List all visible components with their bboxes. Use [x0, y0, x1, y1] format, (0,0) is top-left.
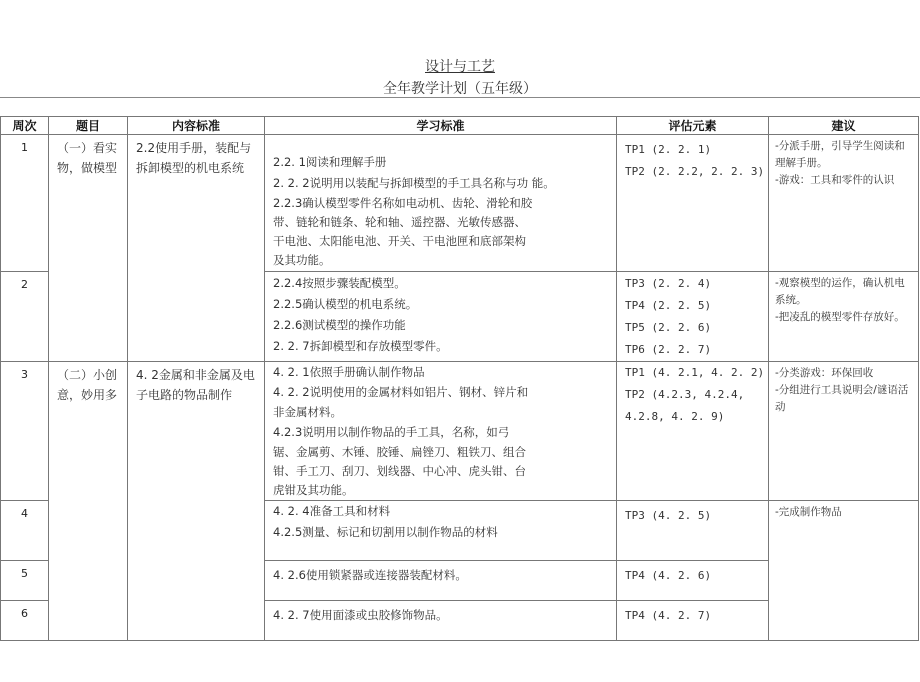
learning-line: 钳、手工刀、刮刀、划线器、中心冲、虎头钳、台	[273, 464, 526, 478]
evaluation-line: TP3 (4. 2. 5)	[625, 509, 712, 522]
week-cell: 2	[1, 272, 49, 362]
learning-standard-cell	[265, 601, 617, 641]
document-title: 设计与工艺	[425, 59, 495, 75]
advice-line: -完成制作物品	[775, 506, 842, 518]
evaluation-line: TP1 (4. 2.1, 4. 2. 2)	[625, 366, 765, 379]
evaluation-cell	[617, 362, 769, 501]
advice-line: -观察模型的运作，确认机电系统。	[775, 277, 905, 306]
advice-cell	[769, 362, 919, 501]
header-evaluation: 评估元素	[617, 117, 769, 135]
learning-line: 4. 2.6使用锁紧器或连接器装配材料。	[273, 568, 467, 582]
learning-line: 2.2.6测试模型的操作功能	[273, 318, 406, 332]
learning-line: 2.2.3确认模型零件名称如电动机、齿轮、滑轮和胶	[273, 196, 533, 210]
evaluation-cell	[617, 561, 769, 601]
learning-line: 4. 2. 2说明使用的金属材料如铝片、钢材、锌片和	[273, 385, 529, 399]
learning-line: 2.2. 1阅读和理解手册	[273, 155, 387, 169]
evaluation-line: TP2 (2. 2.2, 2. 2. 3)	[625, 165, 765, 178]
evaluation-cell	[617, 601, 769, 641]
learning-line: 虎钳及其功能。	[273, 483, 354, 497]
topic-cell: （二）小创意，妙用多	[49, 362, 128, 641]
header-week: 周次	[1, 117, 49, 135]
learning-line: 4. 2. 1依照手册确认制作物品	[273, 365, 425, 379]
evaluation-line: TP3 (2. 2. 4)	[625, 277, 712, 290]
evaluation-line: TP4 (2. 2. 5)	[625, 299, 712, 312]
learning-line: 2. 2. 2说明用以装配与拆卸模型的手工具名称与功 能。	[273, 176, 555, 190]
learning-line: 及其功能。	[273, 253, 331, 267]
learning-standard-cell	[265, 135, 617, 272]
teaching-plan-table	[0, 116, 919, 641]
header-content-standard: 内容标准	[128, 117, 265, 135]
learning-line: 2.2.5确认模型的机电系统。	[273, 297, 418, 311]
topic-cell: （一）看实物，做模型	[49, 135, 128, 362]
learning-standard-cell	[265, 362, 617, 501]
evaluation-line: TP5 (2. 2. 6)	[625, 321, 712, 334]
evaluation-line: 4.2.8, 4. 2. 9)	[625, 410, 725, 423]
learning-line: 4.2.3说明用以制作物品的手工具，名称，如弓	[273, 425, 510, 439]
table-header-row	[1, 117, 919, 135]
evaluation-line: TP4 (4. 2. 7)	[625, 609, 712, 622]
table-row	[1, 362, 919, 501]
week-cell: 3	[1, 362, 49, 501]
advice-cell	[769, 272, 919, 362]
learning-line: 干电池、太阳能电池、开关、干电池匣和底部架构	[273, 234, 526, 248]
learning-line: 带、链轮和链条、轮和轴、遥控器、光敏传感器、	[273, 215, 526, 229]
learning-standard-cell	[265, 272, 617, 362]
learning-line: 4. 2. 7使用面漆或虫胶修饰物品。	[273, 608, 448, 622]
evaluation-cell	[617, 135, 769, 272]
evaluation-cell	[617, 272, 769, 362]
learning-line: 4.2.5测量、标记和切割用以制作物品的材料	[273, 525, 498, 539]
table-row	[1, 135, 919, 272]
week-cell: 4	[1, 501, 49, 561]
evaluation-line: TP1 (2. 2. 1)	[625, 143, 712, 156]
evaluation-cell	[617, 501, 769, 561]
header-advice: 建议	[769, 117, 919, 135]
advice-line: -分类游戏：环保回收	[775, 367, 874, 379]
advice-line: -分派手册，引导学生阅读和理解手册。	[775, 140, 905, 169]
learning-line: 非金属材料。	[273, 405, 342, 419]
learning-line: 2. 2. 7拆卸模型和存放模型零件。	[273, 339, 448, 353]
learning-line: 4. 2. 4准备工具和材料	[273, 504, 391, 518]
content-standard-cell: 2.2使用手册，装配与拆卸模型的机电系统	[128, 135, 265, 362]
advice-cell	[769, 501, 919, 641]
learning-standard-cell	[265, 561, 617, 601]
header-topic: 题目	[49, 117, 128, 135]
title-divider	[0, 97, 920, 98]
week-cell: 1	[1, 135, 49, 272]
header-learning-standard: 学习标准	[265, 117, 617, 135]
advice-cell	[769, 135, 919, 272]
evaluation-line: TP6 (2. 2. 7)	[625, 343, 712, 356]
content-standard-cell: 4. 2金属和非金属及电子电路的物品制作	[128, 362, 265, 641]
document-subtitle: 全年教学计划（五年级）	[383, 81, 537, 97]
evaluation-line: TP4 (4. 2. 6)	[625, 569, 712, 582]
learning-line: 锯、金属剪、木锤、胶锤、扁锉刀、粗铁刀、组合	[273, 445, 526, 459]
advice-line: -把凌乱的模型零件存放好。	[775, 311, 905, 323]
week-cell: 5	[1, 561, 49, 601]
learning-line: 2.2.4按照步骤装配模型。	[273, 276, 406, 290]
advice-line: -分组进行工具说明会/谜语活动	[775, 384, 909, 413]
evaluation-line: TP2 (4.2.3, 4.2.4,	[625, 388, 745, 401]
week-cell: 6	[1, 601, 49, 641]
learning-standard-cell	[265, 501, 617, 561]
advice-line: -游戏：工具和零件的认识	[775, 174, 895, 186]
